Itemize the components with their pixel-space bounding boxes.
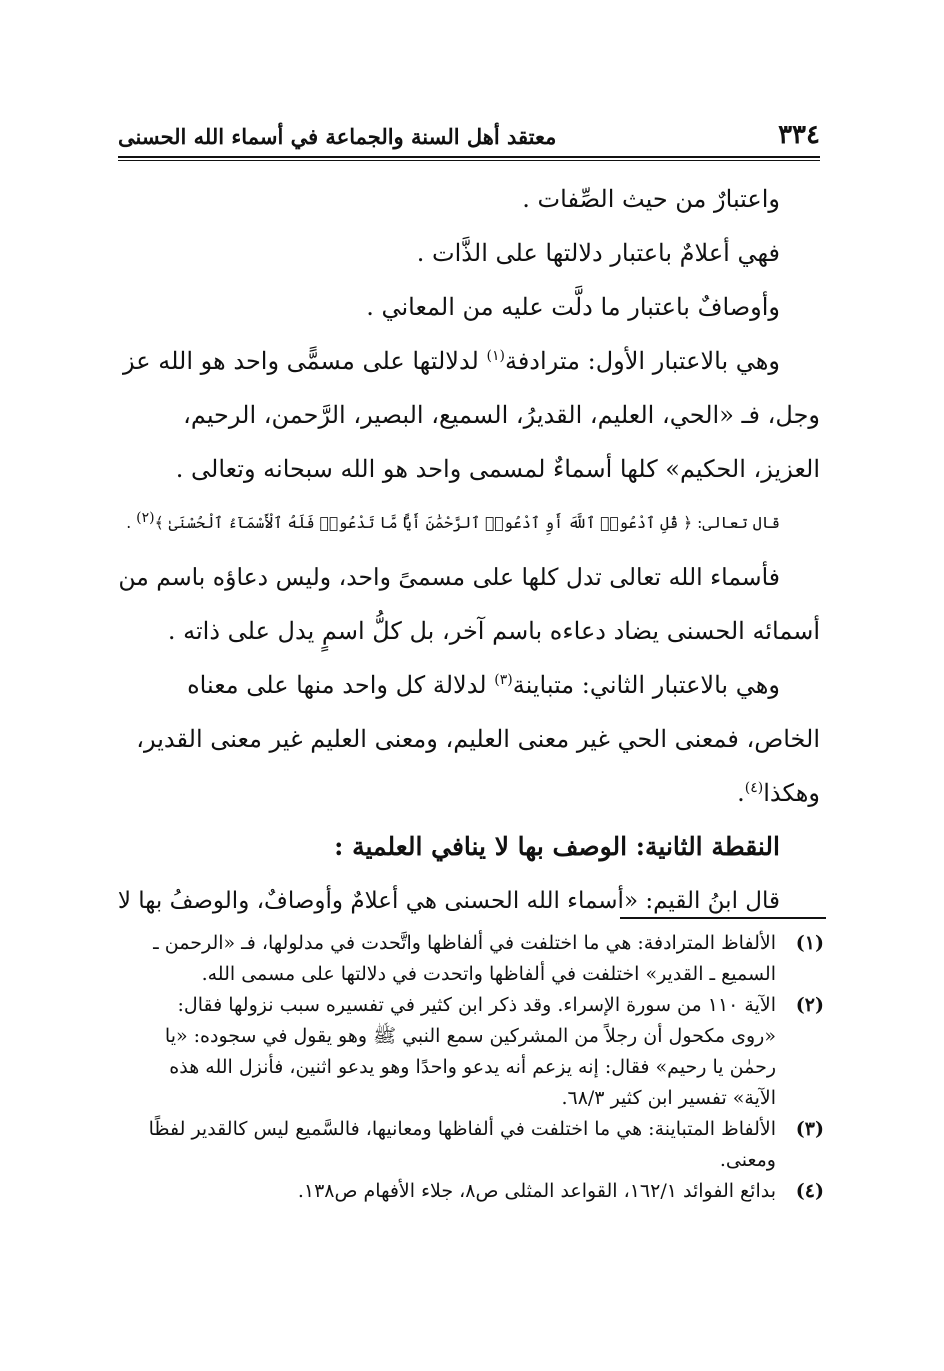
text-line: فهي أعلامٌ باعتبار دلالتها على الذَّات . xyxy=(416,239,780,267)
page-number: ٣٣٤ xyxy=(778,120,820,150)
text-line: وهي بالاعتبار الأول: مترادفة$^{(١)}$ لدلالتها على مسمًّى واحد هو الله عز xyxy=(123,347,780,375)
footnote-line: الألفاظ المترادفة: هي ما اختلفت في ألفاظها واتَّحدت في مدلولها، فـ «الرحمن ـ xyxy=(153,932,776,954)
text-line: أسمائه الحسنى يضاد دعاءه باسم آخر، بل كلُّ اسمٍ يدل على ذاته . xyxy=(167,617,820,645)
footnote-separator xyxy=(620,917,826,919)
running-title: معتقد أهل السنة والجماعة في أسماء الله الحسنى xyxy=(118,124,557,149)
footnote-line: الآية ١١٠ من سورة الإسراء. وقد ذكر ابن كثير في تفسيره سبب نزولها فقال: xyxy=(177,994,776,1016)
footnote-line: الألفاظ المتباينة: هي ما اختلفت في ألفاظها ومعانيها، فالسَّميع ليس كالقدير لفظًا xyxy=(148,1118,776,1140)
text-line: قال تعالى: ﴿ قُلِ ٱدْعُوا۟ ٱللَّهَ أَوِ ٱدْعُوا۟ ٱلرَّحْمَٰنَ أَيًّا مَّا تَدْعُوا۟ فَلَهُ ٱلْأَسْمَآءُ ٱلْحُسْنَىٰ ﴾$^{(٢)}$ . xyxy=(126,509,780,532)
footnote xyxy=(118,928,824,990)
footnote-line: بدائع الفوائد ١٦٢/١، القواعد المثلى ص٨، جلاء الأفهام ص١٣٨. xyxy=(297,1180,776,1202)
footnote-line: «روى مكحول أن رجلاً من المشركين سمع النبي ﷺ وهو يقول في سجوده: «يا xyxy=(164,1025,776,1047)
footnote-line: ومعنى. xyxy=(719,1149,776,1171)
text-line: وجل، فـ «الحي، العليم، القديرُ، السميع، البصير، الرَّحمن، الرحيم، xyxy=(183,401,820,429)
footnote-line: رحمٰن يا رحيم» فقال: إنه يزعم أنه يدعو واحدًا وهو يدعو اثنين، فأنزل الله هذه xyxy=(169,1056,776,1078)
text-line: وأوصافٌ باعتبار ما دلَّت عليه من المعاني . xyxy=(366,293,780,321)
text-line: الخاص، فمعنى الحي غير معنى العليم، ومعنى العليم غير معنى القدير، xyxy=(136,725,820,753)
footnote-line: الآية» تفسير ابن كثير ٦٨/٣. xyxy=(561,1087,776,1109)
text-line: وهي بالاعتبار الثاني: متباينة$^{(٣)}$ لدلالة كل واحد منها على معناه xyxy=(187,671,780,699)
footnotes xyxy=(118,928,824,1207)
footnote-number: (١) xyxy=(795,932,824,954)
text-line: العزيز، الحكيم» كلها أسماءٌ لمسمى واحد هو الله سبحانه وتعالى . xyxy=(175,455,820,483)
footnote-ref: (٣) xyxy=(494,672,513,688)
footnote-line: السميع ـ القدير» اختلفت في ألفاظها واتحدت في دلالتها على مسمى الله. xyxy=(201,963,776,985)
text-line: قال ابنُ القيم: «أسماء الله الحسنى هي أعلامٌ وأوصافٌ، والوصفُ بها لا xyxy=(117,888,780,914)
footnote xyxy=(118,1176,824,1207)
footnote-number: (٤) xyxy=(795,1180,824,1202)
footnote-number: (٣) xyxy=(795,1118,824,1140)
text-line: فأسماء الله تعالى تدل كلها على مسمىً واحد، وليس دعاؤه باسم من xyxy=(118,563,780,591)
header-rule xyxy=(118,156,820,161)
footnote xyxy=(118,1114,824,1176)
footnote xyxy=(118,990,824,1114)
footnote-ref: (٢) xyxy=(136,509,155,526)
section-heading: النقطة الثانية: الوصف بها لا ينافي العلمية : xyxy=(334,832,780,861)
footnote-ref: (١) xyxy=(486,348,505,364)
page-header xyxy=(118,118,820,158)
footnote-ref: (٤) xyxy=(744,780,764,796)
footnote-number: (٢) xyxy=(795,994,824,1016)
text-line: وهكذا$^{(٤)}$. xyxy=(737,779,820,807)
text-line: واعتبارٌ من حيث الصِّفات . xyxy=(522,185,780,213)
main-text xyxy=(118,172,820,928)
